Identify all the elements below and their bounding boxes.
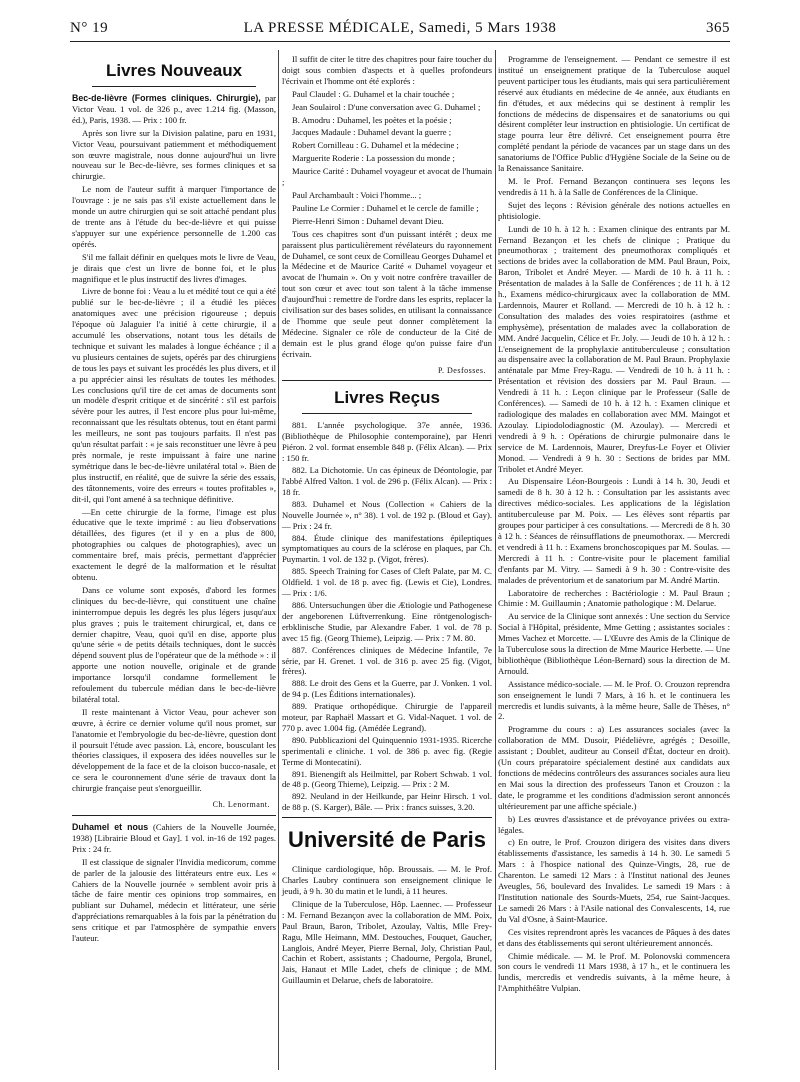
review-reference: par Victor Veau. 1 vol. de 326 p., avec 1.214 fig. (Masson, éd.), Paris, 1938. — Prix : 100 fr.	[72, 93, 276, 125]
issue-number: N° 19	[70, 20, 109, 36]
notice-paragraph: Sujet des leçons : Révision générale des notions actuelles en phtisiologie.	[498, 199, 730, 221]
chapter-item: Pauline Le Cormier : Duhamel et le cercle de famille ;	[292, 202, 479, 213]
review-paragraph: Il reste maintenant à Victor Veau, pour achever son œuvre, à écrire ce dernier volume qu'il nous promet, sur l'anatomie et l'embryologie du bec-de-lièvre, question dont il poursuit l'étude avec passion. Là, encore, bousculant les théories classiques, il exposera des idées nouvelles sur le développement de la face et de la cloison bucco-nasale, et ce sera le couronnement d'une série de travaux dont la chirurgie française peut s'enorgueillir.	[72, 706, 276, 794]
header-rule	[70, 41, 730, 42]
list-item: 889. Pratique orthopédique. Chirurgie de l'appareil moteur, par Raphaël Massart et G. Vidal-Naquet. 1 vol. de 770 p. avec 1.004 fig. (Amédée Legrand).	[282, 701, 492, 733]
list-item: 885. Speech Training for Cases of Cleft Palate, par M. C. Oldfield. 1 vol. de 18 p. avec fig. (Lewis et Cie), Londres. — Prix : 1/6.	[282, 566, 492, 599]
review-paragraph: Après son livre sur la Division palatine, paru en 1931, Victor Veau, poursuivant patiemment et méthodiquement son œuvre magistrale, nous donne aujourd'hui un livre nouveau sur le Bec-de-lièvre, ses formes cliniques et sa chirurgie.	[72, 127, 276, 182]
page-number: 365	[706, 20, 730, 36]
review-signature: Ch. Lenormant.	[212, 800, 270, 810]
received-books-list	[282, 420, 492, 813]
list-item: 892. Neuland in der Heilkunde, par Heinr Hirsch. 1 vol. de 88 p. (S. Karger), Bâle. — Prix : francs suisses, 3.20.	[282, 791, 492, 813]
notice-paragraph: Programme de l'enseignement. — Pendant ce semestre il est institué un enseignement pratique de la Tuberculose auquel peuvent participer tous les étudiants, mais qui sera particulièrement réservé aux étudiants en médecine de 4e année, aux étudiants en fin d'études, et aux médecins qui se destinent à remplir les fonctions de médecins de dispensaires et de sanatoriums ou qui désirent compléter leur instruction en phtisiologie. Un certificat de stage pourra leur être délivré. Cet enseignement pourra être complété pendant la période de vacances par un stage dans un des sanatoriums de l'Office Public d'Hygiène Sociale de la Seine ou de la Renaissance Sanitaire.	[498, 54, 730, 174]
list-item: 886. Untersuchungen über die Ætiologie und Pathogenese der angeborenen Lüftverrenkung. Eine röntgenologisch-erbklinische Studie, par Alexandre Faber. 1 vol. de 78 p. avec 15 fig. (Georg Thieme), Leipzig. — Prix : 7 M. 80.	[282, 599, 492, 643]
notice-paragraph: Clinique de la Tuberculose, Hôp. Laennec. — Professeur : M. Fernand Bezançon avec la collaboration de MM. Poix, Paul Braun, Baron, Tribolet, Azoulay, Valtis, Mlle Frey-Ragu, Mlle Heimann, MM. Destouches, Fouquet, Gaucher, Langlois, André Meyer, Pierre Bernal, Joly, Christian Paul, Cachin et Robert, assistants ; Chadourne, Pergola, Brunel, Jais, Hanaut et Mlle Ladet, chefs de clinique ; de MM. Guillaumin et Delarue, chefs de laboratoire.	[282, 898, 492, 986]
notice-paragraph: Assistance médico-sociale. — M. le Prof. O. Crouzon reprendra son enseignement le lundi 7 Mars, à 16 h. et le continuera les mercredis et lundis suivants, à la même heure, Salle de Thèses, n° 2.	[498, 678, 730, 722]
review-paragraph: Le nom de l'auteur suffit à marquer l'importance de l'ouvrage : je ne sais pas s'il existe actuellement dans le monde un autre chirurgien qui se soit attaché pendant plus de trente ans à l'étude du bec-de-lièvre et qui puisse s'appuyer sur une expérience personnelle de 1.200 cas opérés.	[72, 184, 276, 249]
list-item: 888. Le droit des Gens et la Guerre, par J. Vonken. 1 vol. de 94 p. (Les Éditions internationales).	[282, 678, 492, 700]
review-paragraph: S'il me fallait définir en quelques mots le livre de Veau, je dirais que c'est un livre de bonne foi, et le plus magnifique et le plus instructif des livres d'images.	[72, 251, 276, 284]
notice-paragraph: Chimie médicale. — M. le Prof. M. Polonovski commencera son cours le vendredi 11 Mars 1938, à 17 h., et le continuera les lundis, mercredis et vendredis suivants, à la même heure, à l'Amphithéâtre Vulpian.	[498, 950, 730, 994]
column-divider	[278, 50, 279, 1070]
journal-title: LA PRESSE MÉDICALE, Samedi, 5 Mars 1938	[243, 20, 557, 36]
section-rule	[92, 86, 256, 87]
section-rule	[282, 380, 492, 381]
column-1	[72, 54, 276, 946]
chapter-item: Robert Cornilleau : G. Duhamel et la médecine ;	[292, 140, 459, 151]
column-divider	[495, 50, 496, 1070]
list-item: 881. L'année psychologique. 37e année, 1936. (Bibliothèque de Philosophie contemporaine), par Henri Piéron. 2 vol. format ensemble 848 p. (Félix Alcan). — Prix : 150 fr.	[282, 420, 492, 464]
column-3	[498, 54, 730, 996]
review-paragraph: Il suffit de citer le titre des chapitres pour faire toucher du doigt sous combien d'aspects et à quelles profondeurs l'écrivain et l'homme ont été explorés :	[282, 54, 492, 86]
review-rule	[72, 815, 276, 816]
notice-paragraph: Ces visites reprendront après les vacances de Pâques à des dates et dans des établissements qui seront ultérieurement annoncés.	[498, 926, 730, 948]
review-title: Bec-de-lièvre (Formes cliniques. Chirurgie),	[72, 93, 261, 103]
review-paragraph: —En cette chirurgie de la forme, l'image est plus éducative que le texte imprimé : au lieu d'observations détaillées, des figures (et il y en a plus de 800, photographies ou calques de photographies), avec un commentaire bref, mais précis, permettant d'apprécier exactement le degré de la malformation et le résultat obtenu.	[72, 506, 276, 582]
list-item: 887. Conférences cliniques de Médecine Infantile, 7e série, par H. Grenet. 1 vol. de 316 p. avec 25 fig. (Vigot, frères).	[282, 644, 492, 677]
notice-paragraph: Lundi de 10 h. à 12 h. : Examen clinique des entrants par M. Fernand Bezançon et les chefs de clinique ; Pratique du pneumothorax ; traitement des pneumothorax compliqués et sections de brides avec la collaboration de MM. Paul Braun, Poix, Baron, Tribolet et André Meyer. — Mardi de 10 h. à 11 h. : Présentation de malades à la Salle de Conférences ; de 11 h. à 12 h., Examens médico-chirurgicaux avec la collaboration de MM. Lardennois, Maurer et Rolland. — Mercredi de 10 h. à 12 h. : Consultation des malades des voies respiratoires (asthme et emphysème), présentation de malades avec la collaboration de MM. André Jacquelin, Célice et Fr. Joly. — Jeudi de 10 h. à 12 h. : L'enseignement de la prophylaxie antituberculeuse ; consultation au dispensaire avec la collaboration de M. Paul Braun. Prophylaxie anténatale par Mme Frey-Ragu. — Vendredi de 10 h. à 11 h. : Présentation et révision des dossiers par M. Paul Braun. — Vendredi à 11 h. : Leçon clinique par le Professeur (Salle de Conférences). — Samedi de 10 h. à 12 h. : Examen clinique et radiologique des malades en collaboration avec MM. Maingot et Azoulay. Lipiodolodiagnostic (M. Azoulay). — Mercredi et vendredi à 9 h. : Opérations de chirurgie pulmonaire dans le service de M. Lardennois, Maurer, Dreyfus-Le Foyer et Olivier Monod. — Vendredi à 9 h. 30 : Sections de brides par MM. Tribolet et André Meyer.	[498, 223, 730, 474]
chapter-item: Paul Claudel : G. Duhamel et la chair touchée ;	[292, 88, 455, 99]
notice-paragraph: b) Les œuvres d'assistance et de prévoyance privées ou extra-légales.	[498, 813, 730, 835]
review-paragraph: Tous ces chapitres sont d'un puissant intérêt ; deux me paraissent plus particulièrement révélateurs du rayonnement de Duhamel, ce sont ceux de Cornilleau Georges Duhamel et la Médecine et de Maurice Carité « Duhamel voyageur et avocat de l'humain ». On y voit notre confrère travailler de tout son cœur et avec tout son talent à la tâche immense d'aujourd'hui : remettre de l'ordre dans les esprits, replacer la civilisation sur des bases solides, en utilisant la connaissance de l'homme que seule peut donner complètement la Médecine. Signaler ce rôle de conducteur de la Cité de demain est le plus grand éloge qu'on puisse faire d'un écrivain.	[282, 228, 492, 359]
review-paragraph: Livre de bonne foi : Veau a lu et médité tout ce qui a été publié sur le bec-de-lièvre ; il a étudié les pièces anatomiques avec une précision rigoureuse ; depuis l'époque où Jalaguier l'a initié à cette chirurgie, il a accumulé les observations, notant tous les détails de technique et suivant les malades à longue échéance ; il a vu plusieurs centaines de sujets, opérés par des chirurgiens de tous les pays et suivant les procédés les plus divers, et il a pu apprécier ainsi les résultats de toutes les méthodes. Les conclusions qu'il tire de cet amas de documents sont un modèle d'esprit critique et de sincérité : s'il est parfois sévère pour les autres, il l'est encore plus pour lui-même, reconnaissant que les résultats obtenus, tout en étant parmi les meilleurs, ne sont pas toujours parfaits. Il n'est pas qu'un résultat parfait : « je sais reconstituer une lèvre à peu près normale, je reste impuissant à faire une narine symétrique dans le bec-de-lièvre unilatéral total ». Bien de plus instructif, en réalité, que de suivre la série des essais, des tâtonnements, voire des erreurs « toutes profitables », dit-il, qui l'ont amené à sa technique définitive.	[72, 286, 276, 504]
list-item: 882. La Dichotomie. Un cas épineux de Déontologie, par l'abbé Alfred Valton. 1 vol. de 296 p. (Félix Alcan). — Prix : 18 fr.	[282, 465, 492, 497]
notice-paragraph: Laboratoire de recherches : Bactériologie : M. Paul Braun ; Chimie : M. Guillaumin ; Anatomie pathologique : M. Delarue.	[498, 587, 730, 609]
notice-paragraph: M. le Prof. Fernand Bezançon continuera ses leçons les vendredis à 11 h. à la Salle de Conférences de la Clinique.	[498, 175, 730, 197]
section-title-livres-nouveaux: Livres Nouveaux	[105, 61, 243, 80]
review-reference: (Cahiers de la Nouvelle Journée, 1938) [Librairie Bloud et Gay]. 1 vol. in-16 de 192 pages. Prix : 24 fr.	[72, 822, 277, 854]
page-header	[70, 20, 730, 40]
chapter-item: Jean Soulairol : D'une conversation avec G. Duhamel ;	[292, 101, 481, 112]
chapter-item: Paul Archambault : Voici l'homme... ;	[292, 189, 422, 200]
notice-paragraph: Programme du cours : a) Les assurances sociales (avec la collaboration de MM. Dusoir, Piédelièvre, agrégés ; Desoille, assistant ; Doublet, auditeur au Conseil d'État, docteur en droit). (Un cours préparatoire spécialement destiné aux candidats aux fonctions de médecins contrôleurs des assurances sociales aura lieu en Mai sous la direction des professeurs Tanon et Crouzon : la date, le programme et les conditions d'admission seront annoncés ultérieurement par une affiche spéciale.)	[498, 724, 730, 811]
review-header	[72, 822, 276, 855]
notice-paragraph: Au Dispensaire Léon-Bourgeois : Lundi à 14 h. 30, Jeudi et samedi de 8 h. 30 à 12 h. : Consultation par les assistants avec directives médico-sociales. Les applications de la législation antituberculeuse par M. Poix. — Les élèves sont répartis par groupes pour participer à ces consultations. — Mercredi de 8 h. 30 à 12 h. : Séances de réinsufflations de pneumothorax. — Mercredi et vendredi à 11 h. : Examens bronchoscopiques par M. Soulas. — Mercredi à 11 h. : Contre-visite pour le placement familial d'enfants par M. Vitry. — Samedi à 9 h. 30 : Contre-visite des malades de préventorium et de sanatorium par M. André Martin.	[498, 476, 730, 585]
chapter-item: B. Amodru : Duhamel, les poètes et la poésie ;	[292, 114, 452, 125]
notice-paragraph: Clinique cardiologique, hôp. Broussais. — M. le Prof. Charles Laubry continuera son enseignement clinique le jeudi, à 9 h. 30 du matin et le lundi, à 11 heures.	[282, 864, 492, 896]
chapter-item: Jacques Madaule : Duhamel devant la guerre ;	[292, 127, 452, 138]
review-paragraph: Il est classique de signaler l'Invidia medicorum, comme de parler de la jalousie des littérateurs entre eux. Les « Cahiers de la Nouvelle journée » semblent avoir pris à tâche de faire mentir ces opinions trop sommaires, en publiant sur Duhamel, médecin et littérateur, une série d'appréciations remarquables à la fois par la pénétration du sens critique et par l'atmosphère de sympathie envers l'auteur.	[72, 856, 276, 944]
chapter-item: Marguerite Roderie : La possession du monde ;	[292, 153, 455, 164]
review-header	[72, 93, 276, 126]
list-item: 890. Pubblicazioni del Quinquennio 1931-1935. Ricerche sperimentali e cliniche. 1 vol. de 386 p. avec fig. (Regie Terme di Montecatini).	[282, 734, 492, 767]
section-rule	[302, 413, 472, 414]
section-title-universite: Université de Paris	[287, 827, 487, 853]
column-2	[282, 54, 492, 988]
list-item: 891. Bienengift als Heilmittel, par Robert Schwab. 1 vol. de 48 p. (Georg Thieme), Leipzig. — Prix : 2 M.	[282, 768, 492, 790]
list-item: 884. Étude clinique des manifestations épileptiques symptomatiques au cours de la sclérose en plaques, par Ch. Puymartin. 1 vol. de 132 p. (Vigot, frères).	[282, 532, 492, 565]
section-rule	[282, 817, 492, 818]
chapter-item: Maurice Carité : Duhamel voyageur et avocat de l'humain ;	[282, 166, 492, 188]
section-title-livres-recus: Livres Reçus	[334, 388, 440, 408]
review-paragraph: Dans ce volume sont exposés, d'abord les formes cliniques du bec-de-lièvre, qui constituent une chaîne ininterrompue depuis les degrés les plus légers jusqu'aux plus graves ; puis le traitement chirurgical, et, dans ce dernier chapitre, Veau, quoi qu'il en dise, apporte plus qu'une série « de petits détails techniques, dont le succès dépend souvent plus de l'opérateur que de la méthode » : il apporte une notion nouvelle, originale et de grande importance lorsqu'il condamne formellement le refoulement du tubercule médian dans le bec-de-lièvre bilatéral total.	[72, 584, 276, 704]
review-signature: P. Desfosses.	[437, 365, 486, 375]
list-item: 883. Duhamel et Nous (Collection « Cahiers de la Nouvelle Journée », n° 38). 1 vol. de 192 p. (Bloud et Gay). — Prix : 24 fr.	[282, 498, 492, 531]
notice-paragraph: c) En outre, le Prof. Crouzon dirigera des visites dans divers établissements d'assistance, les samedis à 14 h. 30. Le samedi 5 Mars : à l'hospice national des Quinze-Vingts, 28, rue de Charenton. Le samedi 12 Mars : à l'Institut national des Jeunes Aveugles, 56, boulevard des Invalides. Le samedi 19 Mars : à l'Institution nationale des Sourds-Muets, 254, rue Saint-Jacques. Le samedi 26 Mars : à l'Asile national des Convalescents, 14, rue du Val d'Osne, à Saint-Maurice.	[498, 837, 730, 924]
notice-paragraph: Au service de la Clinique sont annexés : Une section du Service Social à l'Hôpital, présidente, Mme Getting ; assistantes sociales : Mmes Vachez et Morcette. — L'Œuvre des Amis de la Clinique de la Tuberculose sous la direction de Mme Maurice Herbette. — Une bibliothèque (Bibliothèque Léon-Bernard) sous la direction de M. Arnould.	[498, 611, 730, 676]
chapter-item: Pierre-Henri Simon : Duhamel devant Dieu.	[292, 215, 444, 226]
review-title: Duhamel et nous	[72, 822, 149, 832]
